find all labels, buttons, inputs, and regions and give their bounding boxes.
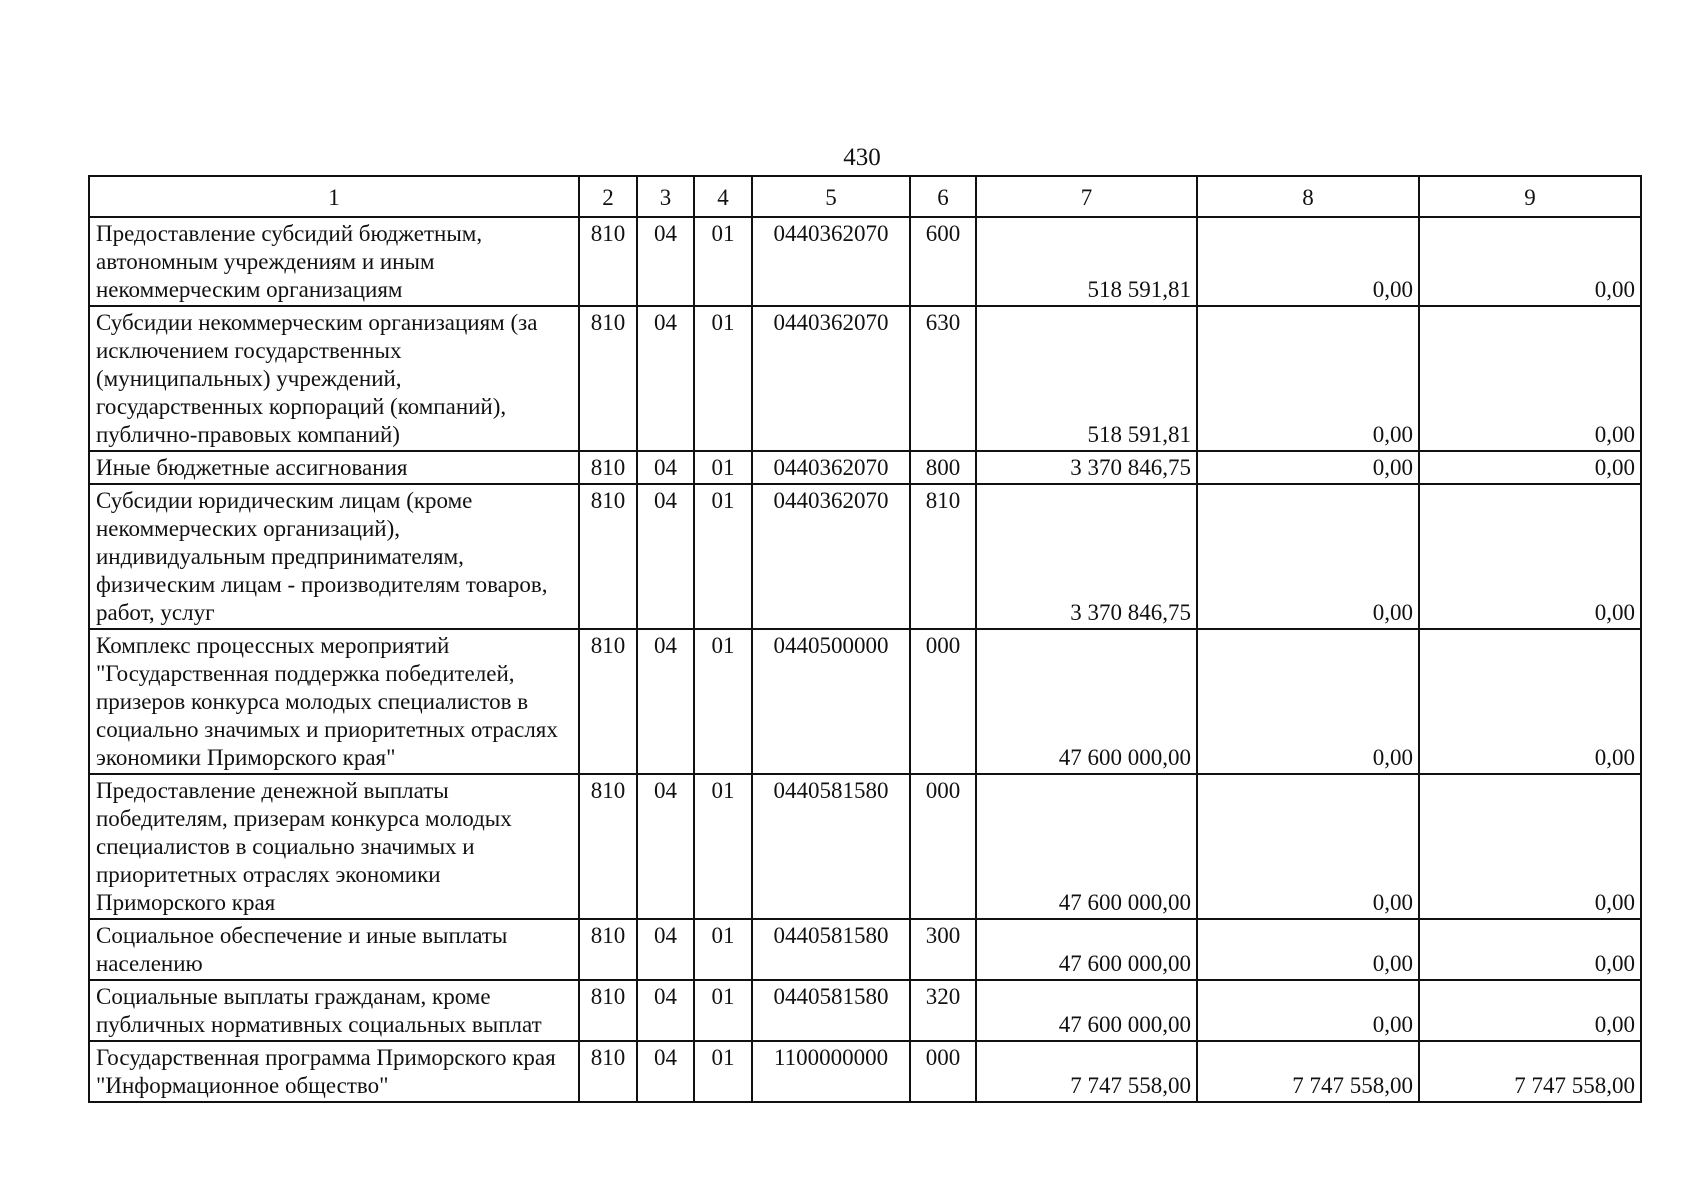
code-col4: 01 <box>694 484 752 629</box>
row-name: Социальные выплаты гражданам, кроме публичных нормативных социальных выплат <box>89 980 579 1041</box>
amount-col8: 0,00 <box>1197 629 1419 774</box>
amount-col7: 3 370 846,75 <box>976 484 1197 629</box>
column-header: 4 <box>694 176 752 217</box>
amount-col7: 3 370 846,75 <box>976 451 1197 484</box>
row-name: Предоставление субсидий бюджетным, автономным учреждениям и иным некоммерческим организациям <box>89 217 579 306</box>
amount-col7: 7 747 558,00 <box>976 1041 1197 1102</box>
amount-col7: 47 600 000,00 <box>976 774 1197 919</box>
amount-col9: 0,00 <box>1419 306 1641 451</box>
code-col3: 04 <box>637 1041 694 1102</box>
row-name: Предоставление денежной выплаты победителям, призерам конкурса молодых специалистов в социально значимых и приоритетных отраслях экономики Приморского края <box>89 774 579 919</box>
code-col5: 0440581580 <box>752 980 910 1041</box>
column-header: 5 <box>752 176 910 217</box>
amount-col9: 0,00 <box>1419 451 1641 484</box>
amount-col8: 0,00 <box>1197 774 1419 919</box>
amount-col7: 47 600 000,00 <box>976 919 1197 980</box>
amount-col9: 0,00 <box>1419 980 1641 1041</box>
code-col3: 04 <box>637 484 694 629</box>
amount-col9: 0,00 <box>1419 484 1641 629</box>
code-col3: 04 <box>637 774 694 919</box>
amount-col8: 0,00 <box>1197 217 1419 306</box>
code-col2: 810 <box>579 919 637 980</box>
code-col4: 01 <box>694 306 752 451</box>
code-col5: 1100000000 <box>752 1041 910 1102</box>
code-col4: 01 <box>694 217 752 306</box>
code-col6: 800 <box>910 451 976 484</box>
code-col3: 04 <box>637 451 694 484</box>
code-col2: 810 <box>579 1041 637 1102</box>
code-col5: 0440362070 <box>752 306 910 451</box>
table-row <box>89 919 1641 980</box>
code-col4: 01 <box>694 1041 752 1102</box>
code-col3: 04 <box>637 629 694 774</box>
code-col6: 000 <box>910 1041 976 1102</box>
amount-col8: 0,00 <box>1197 306 1419 451</box>
code-col2: 810 <box>579 774 637 919</box>
code-col2: 810 <box>579 451 637 484</box>
amount-col8: 0,00 <box>1197 484 1419 629</box>
row-name: Комплекс процессных мероприятий "Государственная поддержка победителей, призеров конкурса молодых специалистов в социально значимых и приоритетных отраслях экономики Приморского края" <box>89 629 579 774</box>
code-col5: 0440362070 <box>752 484 910 629</box>
code-col3: 04 <box>637 306 694 451</box>
budget-table <box>88 175 1642 1103</box>
code-col4: 01 <box>694 629 752 774</box>
column-header: 8 <box>1197 176 1419 217</box>
table-row <box>89 217 1641 306</box>
amount-col8: 7 747 558,00 <box>1197 1041 1419 1102</box>
amount-col9: 0,00 <box>1419 217 1641 306</box>
code-col5: 0440500000 <box>752 629 910 774</box>
code-col4: 01 <box>694 919 752 980</box>
amount-col7: 47 600 000,00 <box>976 980 1197 1041</box>
column-header: 1 <box>89 176 579 217</box>
code-col2: 810 <box>579 629 637 774</box>
code-col3: 04 <box>637 980 694 1041</box>
row-name: Иные бюджетные ассигнования <box>89 451 579 484</box>
table-row <box>89 774 1641 919</box>
code-col6: 300 <box>910 919 976 980</box>
code-col6: 600 <box>910 217 976 306</box>
row-name: Субсидии юридическим лицам (кроме некоммерческих организаций), индивидуальным предпринимателям, физическим лицам - производителям товаров, работ, услуг <box>89 484 579 629</box>
column-header: 9 <box>1419 176 1641 217</box>
row-name: Государственная программа Приморского края "Информационное общество" <box>89 1041 579 1102</box>
code-col2: 810 <box>579 217 637 306</box>
amount-col9: 7 747 558,00 <box>1419 1041 1641 1102</box>
page-number: 430 <box>843 144 881 171</box>
row-name: Социальное обеспечение и иные выплаты населению <box>89 919 579 980</box>
header-row <box>89 176 1641 217</box>
table-row <box>89 306 1641 451</box>
table-row <box>89 629 1641 774</box>
code-col4: 01 <box>694 774 752 919</box>
code-col6: 000 <box>910 774 976 919</box>
code-col3: 04 <box>637 217 694 306</box>
code-col5: 0440362070 <box>752 217 910 306</box>
code-col5: 0440362070 <box>752 451 910 484</box>
column-header: 7 <box>976 176 1197 217</box>
amount-col7: 518 591,81 <box>976 217 1197 306</box>
table-row <box>89 1041 1641 1102</box>
amount-col8: 0,00 <box>1197 451 1419 484</box>
code-col6: 320 <box>910 980 976 1041</box>
amount-col9: 0,00 <box>1419 919 1641 980</box>
column-header: 2 <box>579 176 637 217</box>
table-row <box>89 451 1641 484</box>
code-col4: 01 <box>694 980 752 1041</box>
row-name: Субсидии некоммерческим организациям (за исключением государственных (муниципальных) учреждений, государственных корпораций (компаний), публично-правовых компаний) <box>89 306 579 451</box>
amount-col8: 0,00 <box>1197 919 1419 980</box>
table-row <box>89 484 1641 629</box>
code-col2: 810 <box>579 306 637 451</box>
amount-col9: 0,00 <box>1419 629 1641 774</box>
amount-col7: 47 600 000,00 <box>976 629 1197 774</box>
code-col5: 0440581580 <box>752 774 910 919</box>
code-col4: 01 <box>694 451 752 484</box>
code-col2: 810 <box>579 484 637 629</box>
code-col3: 04 <box>637 919 694 980</box>
amount-col7: 518 591,81 <box>976 306 1197 451</box>
table-row <box>89 980 1641 1041</box>
code-col6: 630 <box>910 306 976 451</box>
column-header: 3 <box>637 176 694 217</box>
code-col6: 810 <box>910 484 976 629</box>
code-col2: 810 <box>579 980 637 1041</box>
code-col6: 000 <box>910 629 976 774</box>
code-col5: 0440581580 <box>752 919 910 980</box>
amount-col8: 0,00 <box>1197 980 1419 1041</box>
column-header: 6 <box>910 176 976 217</box>
amount-col9: 0,00 <box>1419 774 1641 919</box>
